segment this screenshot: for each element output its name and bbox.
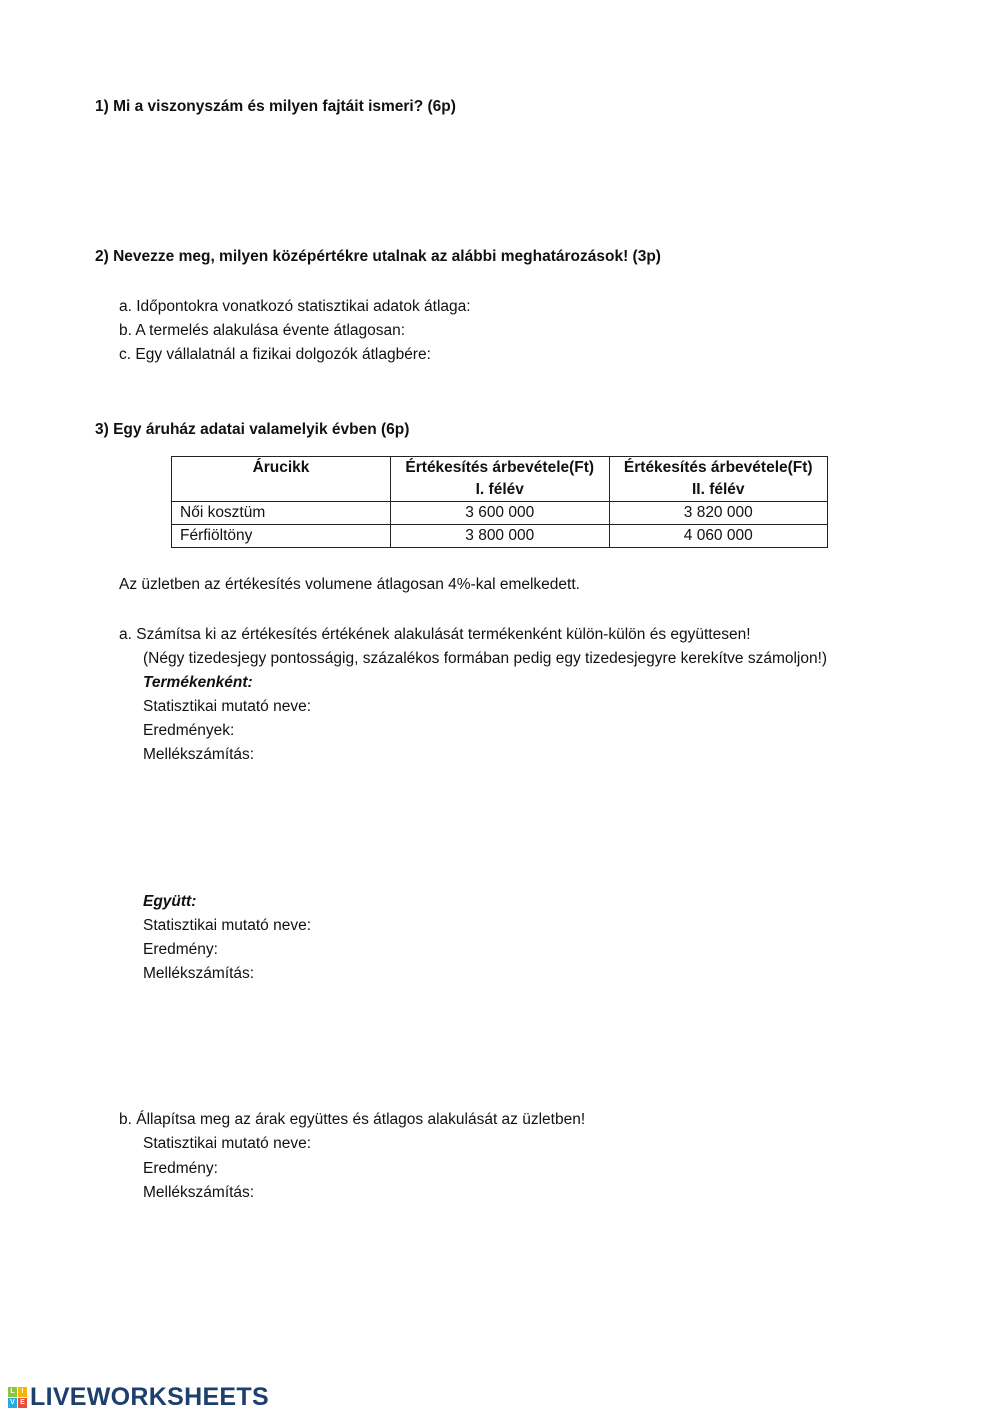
task-a-line2: (Négy tizedesjegy pontosságig, százalékos formában pedig egy tizedesjegyre kerekítve számoljon!): [143, 650, 828, 667]
question-3: 3) Egy áruház adatai valamelyik évben (6p): [95, 421, 410, 438]
q2-item-b: b. A termelés alakulása évente átlagosan:: [119, 322, 406, 339]
liveworksheets-logo: [8, 1383, 269, 1412]
indicator-name-label: Statisztikai mutató neve:: [143, 698, 311, 715]
calculation-label: Mellékszámítás:: [143, 746, 255, 763]
q2-item-c: c. Egy vállalatnál a fizikai dolgozók átlagbére:: [119, 346, 431, 363]
q2-item-a: a. Időpontokra vonatkozó statisztikai adatok átlaga:: [119, 298, 471, 315]
note: Az üzletben az értékesítés volumene átlagosan 4%-kal emelkedett.: [119, 576, 580, 593]
indicator-name-label: Statisztikai mutató neve:: [143, 1135, 311, 1152]
question-2: 2) Nevezze meg, milyen középértékre utalnak az alábbi meghatározások! (3p): [95, 248, 661, 265]
result-label: Eredmény:: [143, 941, 218, 958]
logo-text: LIVEWORKSHEETS: [30, 1383, 269, 1411]
table-header-row: [172, 457, 828, 502]
per-product-heading: Termékenként:: [143, 674, 253, 691]
logo-tiles-icon: L I V E: [8, 1387, 27, 1408]
indicator-name-label: Statisztikai mutató neve:: [143, 917, 311, 934]
cell-product: Férfiöltöny: [172, 525, 391, 548]
calculation-label: Mellékszámítás:: [143, 965, 255, 982]
task-b-line1: b. Állapítsa meg az árak együttes és átlagos alakulását az üzletben!: [119, 1111, 586, 1128]
table-row: [172, 525, 828, 548]
results-label: Eredmények:: [143, 722, 235, 739]
cell-h1: 3 800 000: [391, 525, 610, 548]
cell-h1: 3 600 000: [391, 502, 610, 525]
cell-product: Női kosztüm: [172, 502, 391, 525]
question-1: 1) Mi a viszonyszám és milyen fajtáit ismeri? (6p): [95, 98, 456, 115]
table-row: [172, 502, 828, 525]
result-label: Eredmény:: [143, 1160, 218, 1177]
header-product: Árucikk: [172, 457, 391, 502]
task-a-line1: a. Számítsa ki az értékesítés értékének alakulását termékenként külön-külön és együttesen!: [119, 626, 751, 643]
header-h1: Értékesítés árbevétele(Ft) I. félév: [391, 457, 610, 502]
sales-table: [171, 456, 828, 548]
calculation-label: Mellékszámítás:: [143, 1184, 255, 1201]
cell-h2: 3 820 000: [609, 502, 828, 525]
together-heading: Együtt:: [143, 893, 197, 910]
header-h2: Értékesítés árbevétele(Ft) II. félév: [609, 457, 828, 502]
cell-h2: 4 060 000: [609, 525, 828, 548]
